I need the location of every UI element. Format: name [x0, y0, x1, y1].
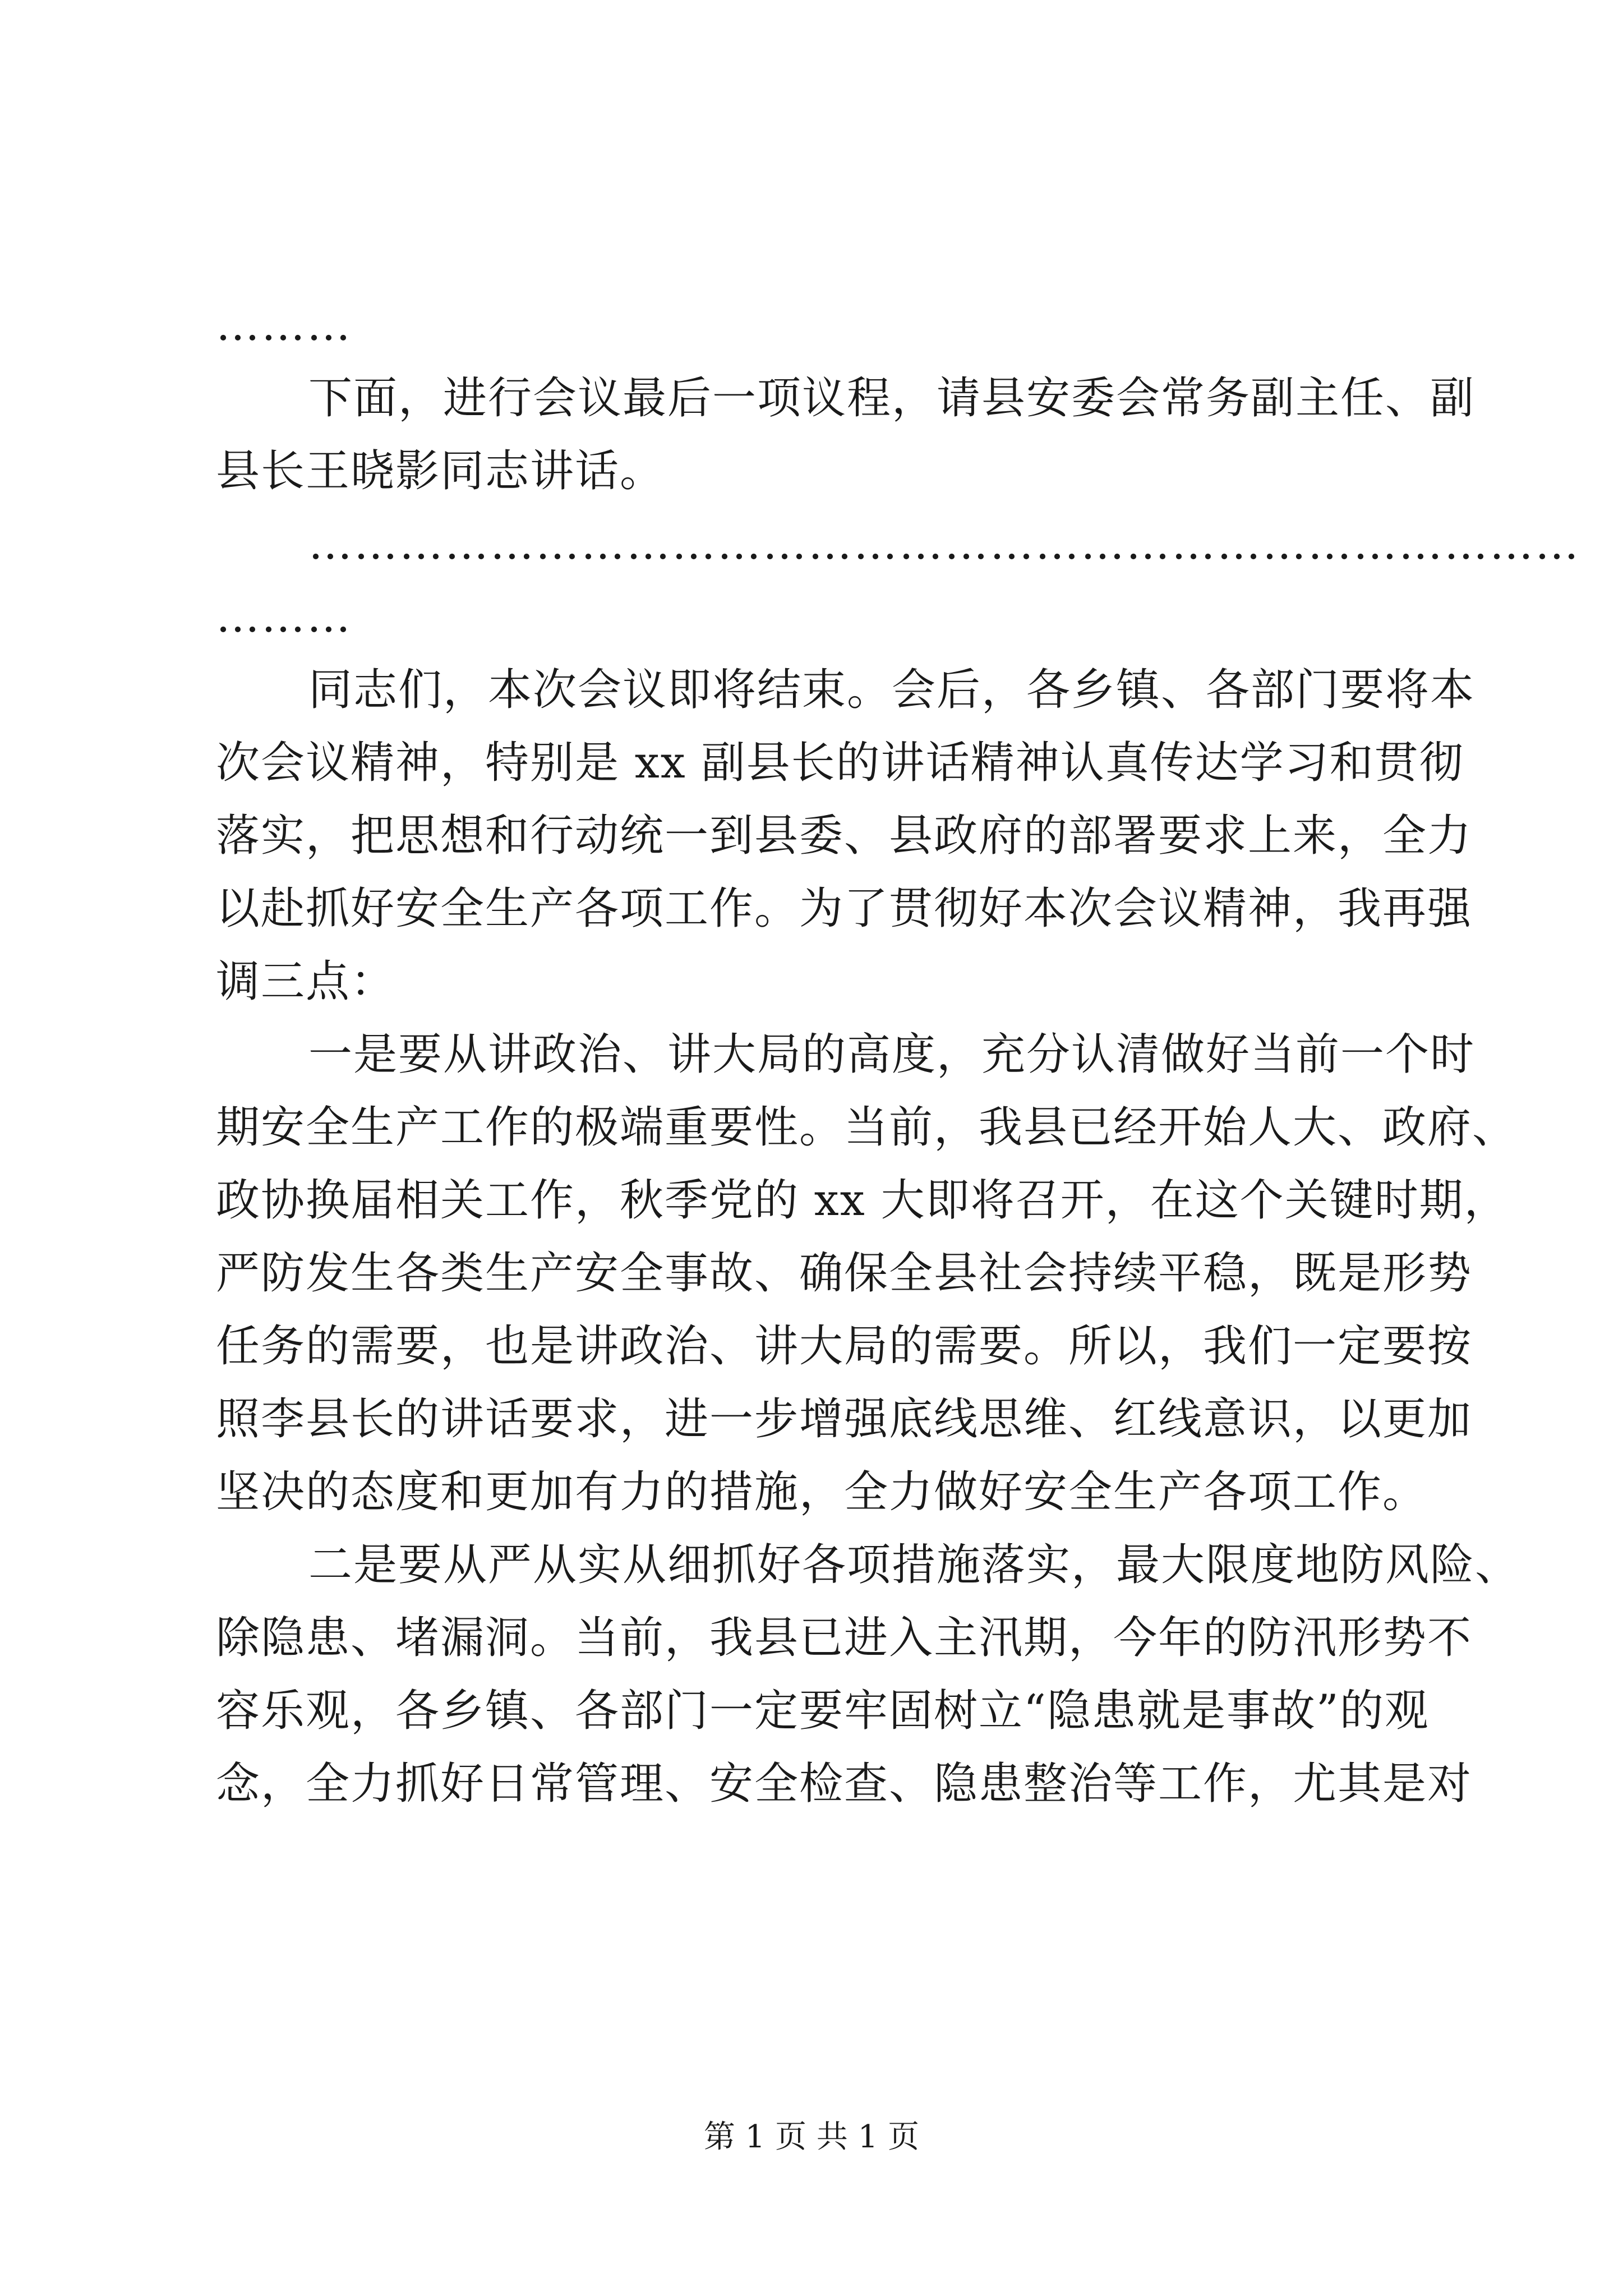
- page-footer: 第 1 页 共 1 页: [703, 2119, 920, 2155]
- body-text-line: 严防发生各类生产安全事故、确保全县社会持续平稳，既是形势: [216, 1248, 1473, 1299]
- body-text-line: 期安全生产工作的极端重要性。当前，我县已经开始人大、政府、: [216, 1102, 1518, 1153]
- body-text-line: 同志们，本次会议即将结束。会后，各乡镇、各部门要将本: [308, 665, 1476, 715]
- body-text-line: 一是要从讲政治、讲大局的高度，充分认清做好当前一个时: [308, 1029, 1476, 1080]
- body-text-line: 调三点：: [216, 956, 396, 1007]
- ellipsis-line: ………: [216, 300, 352, 351]
- body-text-line: 次会议精神，特别是 xx 副县长的讲话精神认真传达学习和贯彻: [216, 738, 1464, 788]
- body-text-line: 坚决的态度和更加有力的措施，全力做好安全生产各项工作。: [216, 1467, 1428, 1517]
- body-text-line: 念，全力抓好日常管理、安全检查、隐患整治等工作，尤其是对: [216, 1759, 1473, 1809]
- body-text-line: 照李县长的讲话要求，进一步增强底线思维、红线意识，以更加: [216, 1394, 1473, 1444]
- body-text-line: 任务的需要，也是讲政治、讲大局的需要。所以，我们一定要按: [216, 1321, 1473, 1372]
- body-text-line: 容乐观，各乡镇、各部门一定要牢固树立“隐患就是事故”的观: [216, 1686, 1430, 1736]
- body-text-line: 除隐患、堵漏洞。当前，我县已进入主汛期，今年的防汛形势不: [216, 1613, 1473, 1663]
- ellipsis-line: ………: [216, 592, 352, 642]
- ellipsis-line: …………………………………………………………………………: [308, 519, 1580, 569]
- document-body: [216, 289, 1580, 1820]
- body-text-line: 二是要从严从实从细抓好各项措施落实，最大限度地防风险、: [308, 1540, 1520, 1590]
- body-text-line: 以赴抓好安全生产各项工作。为了贯彻好本次会议精神，我再强: [216, 884, 1473, 934]
- body-text-line: 落实，把思想和行动统一到县委、县政府的部署要求上来，全力: [216, 811, 1473, 861]
- body-text-line: 县长王晓影同志讲话。: [216, 446, 665, 496]
- body-text-line: 政协换届相关工作，秋季党的 xx 大即将召开，在这个关键时期，: [216, 1175, 1509, 1226]
- body-text-line: 下面，进行会议最后一项议程，请县安委会常务副主任、副: [308, 373, 1476, 424]
